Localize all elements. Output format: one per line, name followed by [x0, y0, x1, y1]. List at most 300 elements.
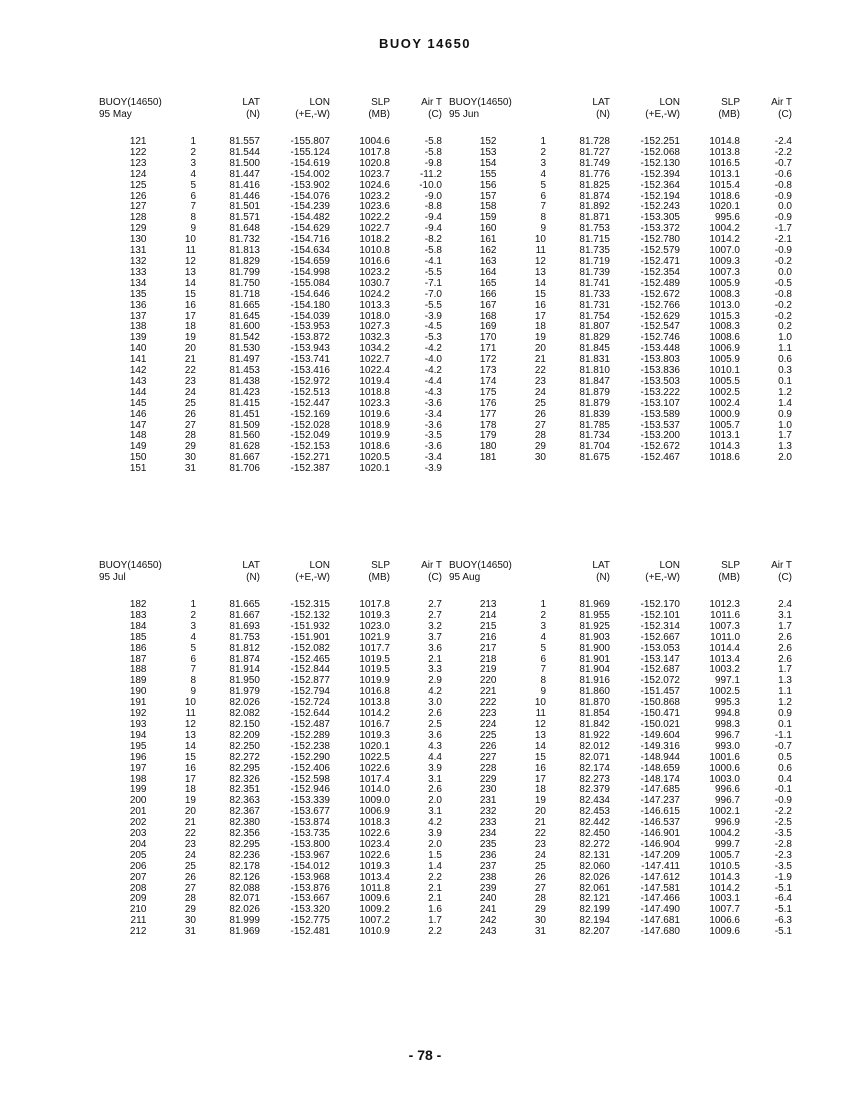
- longitude-cell: -152.394: [640, 168, 680, 180]
- longitude-cell: -153.147: [640, 653, 680, 665]
- longitude-cell: -154.482: [290, 212, 330, 224]
- day-of-month-cell: 18: [534, 784, 546, 796]
- day-of-month-cell: 22: [534, 828, 546, 840]
- day-of-month-cell: 4: [190, 631, 196, 643]
- slp-column-header: SLP: [371, 97, 390, 108]
- day-of-month-cell: 19: [184, 795, 196, 807]
- day-of-year-cell: 170: [479, 332, 497, 344]
- latitude-cell: 82.150: [229, 718, 260, 730]
- air-temperature-cell: -3.9: [424, 463, 442, 475]
- table-row: [97, 170, 442, 181]
- air-temperature-cell: -0.6: [774, 168, 792, 180]
- day-of-month-cell: 11: [535, 245, 546, 257]
- day-of-month-cell: 4: [540, 168, 546, 180]
- longitude-cell: -148.944: [640, 751, 680, 763]
- latitude-cell: 82.012: [579, 740, 610, 752]
- pressure-cell: 1019.3: [359, 860, 390, 872]
- air-temperature-cell: 0.1: [778, 375, 792, 387]
- latitude-cell: 81.693: [229, 620, 260, 632]
- table-row: [97, 676, 442, 687]
- air-temperature-cell: 3.9: [428, 762, 442, 774]
- latitude-cell: 81.416: [229, 179, 260, 191]
- air-temperature-cell: 3.6: [428, 729, 442, 741]
- day-of-year-cell: 209: [129, 893, 147, 905]
- pressure-cell: 1007.3: [709, 266, 740, 278]
- lon-column-header: LON: [659, 97, 680, 108]
- day-of-year-cell: 219: [479, 664, 497, 676]
- pressure-cell: 1004.2: [709, 223, 740, 235]
- table-row: [447, 399, 792, 410]
- day-of-year-cell: 137: [129, 310, 147, 322]
- latitude-cell: 81.950: [229, 675, 260, 687]
- table-row: [447, 796, 792, 807]
- day-of-year-cell: 193: [129, 718, 147, 730]
- latitude-cell: 81.446: [229, 190, 260, 202]
- air-temperature-cell: 2.6: [428, 708, 442, 720]
- pressure-cell: 1016.5: [709, 157, 740, 169]
- day-of-month-cell: 26: [184, 408, 196, 420]
- table-row: [97, 709, 442, 720]
- latitude-cell: 81.560: [229, 430, 260, 442]
- day-of-year-cell: 135: [129, 288, 147, 300]
- day-of-month-cell: 10: [184, 234, 196, 246]
- table-row: [97, 181, 442, 192]
- longitude-cell: -153.222: [640, 386, 680, 398]
- air-temperature-cell: -8.8: [424, 201, 442, 213]
- longitude-cell: -155.807: [290, 136, 330, 147]
- pressure-cell: 1006.6: [709, 915, 740, 927]
- table-row: [97, 148, 442, 159]
- pressure-cell: 1020.8: [359, 157, 390, 169]
- slp-column-header: SLP: [721, 97, 740, 108]
- day-of-month-cell: 6: [540, 653, 546, 665]
- day-of-year-cell: 126: [129, 190, 147, 202]
- table-row: [447, 410, 792, 421]
- day-of-month-cell: 23: [184, 838, 196, 850]
- latitude-cell: 81.914: [229, 664, 260, 676]
- air-temperature-cell: -0.1: [774, 784, 792, 796]
- latitude-cell: 81.860: [579, 686, 610, 698]
- air-temperature-cell: 0.3: [778, 365, 792, 377]
- pressure-cell: 1004.2: [709, 828, 740, 840]
- longitude-cell: -152.972: [290, 375, 330, 387]
- day-of-month-cell: 23: [184, 375, 196, 387]
- day-of-year-cell: 211: [130, 915, 147, 927]
- longitude-cell: -153.667: [290, 893, 330, 905]
- longitude-cell: -153.305: [640, 212, 680, 224]
- table-row: [447, 633, 792, 644]
- air-temperature-cell: -10.0: [419, 179, 442, 191]
- longitude-cell: -147.681: [640, 915, 680, 927]
- day-of-year-cell: 202: [129, 817, 147, 829]
- day-of-month-cell: 21: [184, 354, 196, 366]
- latitude-cell: 81.839: [579, 408, 610, 420]
- table-row: [97, 399, 442, 410]
- table-row: [97, 905, 442, 916]
- day-of-year-cell: 233: [479, 817, 497, 829]
- day-of-month-cell: 9: [190, 223, 196, 235]
- table-row: [447, 268, 792, 279]
- latitude-cell: 82.363: [229, 795, 260, 807]
- table-row: [97, 301, 442, 312]
- pressure-cell: 1010.8: [359, 245, 390, 257]
- day-of-month-cell: 30: [184, 915, 196, 927]
- pressure-cell: 1009.2: [359, 904, 390, 916]
- table-row: [97, 192, 442, 203]
- day-of-year-cell: 237: [479, 860, 497, 872]
- longitude-cell: -150.868: [640, 697, 680, 709]
- air-temperature-cell: 4.2: [428, 686, 442, 698]
- air-temperature-cell: 0.9: [778, 708, 792, 720]
- pressure-cell: 1005.7: [709, 419, 740, 431]
- day-of-month-cell: 23: [534, 375, 546, 387]
- air-temperature-cell: 2.5: [428, 718, 442, 730]
- longitude-cell: -152.072: [640, 675, 680, 687]
- latitude-cell: 81.557: [229, 136, 260, 147]
- day-of-month-cell: 3: [190, 620, 196, 632]
- longitude-cell: -153.339: [290, 795, 330, 807]
- latitude-cell: 81.719: [579, 255, 610, 267]
- table-row: [97, 851, 442, 862]
- pressure-cell: 1018.9: [359, 419, 390, 431]
- latitude-cell: 81.753: [229, 631, 260, 643]
- day-of-year-cell: 136: [129, 299, 147, 311]
- air-temperature-cell: 1.7: [778, 430, 792, 442]
- day-of-month-cell: 24: [184, 849, 196, 861]
- day-of-year-cell: 210: [129, 904, 147, 916]
- period-label: 95 May: [99, 109, 132, 120]
- latitude-cell: 81.900: [579, 642, 610, 654]
- latitude-cell: 81.544: [229, 146, 260, 158]
- table-row: [97, 312, 442, 323]
- longitude-cell: -152.314: [640, 620, 680, 632]
- pressure-cell: 1023.2: [359, 266, 390, 278]
- lat-unit-label: (N): [596, 572, 610, 583]
- longitude-cell: -152.724: [290, 697, 330, 709]
- longitude-cell: -152.487: [290, 718, 330, 730]
- longitude-cell: -146.615: [640, 806, 680, 818]
- longitude-cell: -152.406: [290, 762, 330, 774]
- latitude-cell: 81.749: [579, 157, 610, 169]
- day-of-month-cell: 15: [534, 751, 546, 763]
- day-of-year-cell: 153: [479, 146, 497, 158]
- day-of-month-cell: 14: [184, 740, 196, 752]
- day-of-year-cell: 225: [479, 729, 497, 741]
- longitude-cell: -149.316: [640, 740, 680, 752]
- latitude-cell: 81.706: [229, 463, 260, 475]
- air-temperature-cell: 1.0: [778, 419, 792, 431]
- table-row: [447, 818, 792, 829]
- pressure-cell: 1022.2: [359, 212, 390, 224]
- period-label: 95 Jun: [449, 109, 480, 120]
- air-temperature-cell: 3.7: [428, 631, 442, 643]
- longitude-cell: -152.672: [640, 288, 680, 300]
- latitude-cell: 81.530: [229, 343, 260, 355]
- latitude-cell: 82.326: [229, 773, 260, 785]
- pressure-cell: 1017.8: [359, 146, 390, 158]
- day-of-year-cell: 197: [129, 762, 147, 774]
- air-temperature-cell: 2.2: [428, 871, 442, 883]
- day-of-month-cell: 5: [190, 642, 196, 654]
- longitude-cell: -153.589: [640, 408, 680, 420]
- day-of-month-cell: 13: [184, 266, 196, 278]
- lat-column-header: LAT: [592, 560, 610, 571]
- pressure-cell: 1022.4: [359, 365, 390, 377]
- pressure-cell: 1016.6: [359, 255, 390, 267]
- day-of-year-cell: 183: [129, 609, 147, 621]
- day-of-year-cell: 161: [479, 234, 497, 246]
- day-of-year-cell: 150: [129, 452, 147, 464]
- day-of-month-cell: 2: [190, 146, 196, 158]
- day-of-month-cell: 28: [184, 893, 196, 905]
- table-row: [447, 224, 792, 235]
- table-row: [447, 829, 792, 840]
- pressure-cell: 1017.8: [359, 599, 390, 610]
- pressure-cell: 1003.2: [709, 664, 740, 676]
- latitude-cell: 81.879: [579, 397, 610, 409]
- latitude-cell: 81.750: [229, 277, 260, 289]
- table-row: [447, 894, 792, 905]
- day-of-year-cell: 200: [129, 795, 147, 807]
- table-row: [447, 202, 792, 213]
- day-of-month-cell: 18: [184, 321, 196, 333]
- day-of-month-cell: 30: [184, 452, 196, 464]
- latitude-cell: 81.718: [229, 288, 260, 300]
- latitude-cell: 81.727: [579, 146, 610, 158]
- air-temperature-cell: 2.0: [428, 795, 442, 807]
- table-row: [97, 775, 442, 786]
- table-row: [97, 633, 442, 644]
- latitude-cell: 82.273: [579, 773, 610, 785]
- latitude-cell: 81.870: [579, 697, 610, 709]
- table-row: [97, 344, 442, 355]
- day-of-year-cell: 227: [479, 751, 497, 763]
- latitude-cell: 81.600: [229, 321, 260, 333]
- day-of-month-cell: 12: [534, 718, 546, 730]
- table-row: [447, 709, 792, 720]
- pressure-cell: 1002.5: [709, 686, 740, 698]
- pressure-cell: 1024.6: [359, 179, 390, 191]
- pressure-cell: 1023.0: [359, 620, 390, 632]
- pressure-cell: 996.6: [714, 784, 740, 796]
- day-of-year-cell: 182: [129, 599, 147, 610]
- day-of-year-cell: 241: [479, 904, 497, 916]
- latitude-cell: 82.442: [579, 817, 610, 829]
- day-of-month-cell: 26: [534, 408, 546, 420]
- lat-column-header: LAT: [242, 560, 260, 571]
- slp-unit-label: (MB): [718, 109, 740, 120]
- day-of-year-cell: 122: [129, 146, 147, 158]
- day-of-year-cell: 196: [129, 751, 147, 763]
- latitude-cell: 82.026: [229, 904, 260, 916]
- air-temperature-cell: -7.0: [424, 288, 442, 300]
- longitude-cell: -152.489: [640, 277, 680, 289]
- day-of-month-cell: 5: [540, 642, 546, 654]
- day-of-year-cell: 230: [479, 784, 497, 796]
- pressure-cell: 1004.6: [359, 136, 390, 147]
- pressure-cell: 1010.5: [709, 860, 740, 872]
- day-of-year-cell: 226: [479, 740, 497, 752]
- slp-unit-label: (MB): [368, 572, 390, 583]
- longitude-cell: -154.076: [290, 190, 330, 202]
- day-of-year-cell: 207: [129, 871, 147, 883]
- latitude-cell: 81.451: [229, 408, 260, 420]
- air-temperature-cell: 1.5: [428, 849, 442, 861]
- latitude-cell: 82.351: [229, 784, 260, 796]
- table-row: [97, 290, 442, 301]
- table-row: [447, 377, 792, 388]
- air-temperature-cell: 4.4: [428, 751, 442, 763]
- table-row: [97, 731, 442, 742]
- day-of-year-cell: 188: [129, 664, 147, 676]
- air-temperature-cell: 1.0: [778, 332, 792, 344]
- day-of-year-cell: 215: [479, 620, 497, 632]
- day-of-month-cell: 10: [534, 697, 546, 709]
- day-of-month-cell: 2: [190, 609, 196, 621]
- table-row: [97, 388, 442, 399]
- day-of-month-cell: 19: [184, 332, 196, 344]
- pressure-cell: 1014.2: [709, 882, 740, 894]
- day-of-year-cell: 224: [479, 718, 497, 730]
- air-temperature-cell: -9.4: [424, 212, 442, 224]
- day-of-month-cell: 29: [184, 441, 196, 453]
- latitude-cell: 81.854: [579, 708, 610, 720]
- air-temperature-cell: -0.8: [774, 288, 792, 300]
- latitude-cell: 81.901: [579, 653, 610, 665]
- day-of-year-cell: 133: [129, 266, 147, 278]
- air-temperature-cell: -2.3: [774, 849, 792, 861]
- air-temperature-cell: -0.9: [774, 245, 792, 257]
- day-of-month-cell: 19: [534, 795, 546, 807]
- air-temperature-cell: 0.2: [778, 321, 792, 333]
- pressure-cell: 1023.6: [359, 201, 390, 213]
- latitude-cell: 81.969: [579, 599, 610, 610]
- air-temperature-cell: -3.6: [424, 397, 442, 409]
- buoy-column-header: BUOY(14650): [449, 560, 512, 571]
- day-of-year-cell: 157: [479, 190, 497, 202]
- lon-column-header: LON: [309, 97, 330, 108]
- day-of-month-cell: 25: [534, 397, 546, 409]
- air-temperature-cell: 2.6: [778, 653, 792, 665]
- air-temperature-cell: 4.3: [428, 740, 442, 752]
- air-temperature-cell: -4.2: [424, 343, 442, 355]
- latitude-cell: 81.753: [579, 223, 610, 235]
- table-row: [447, 322, 792, 333]
- day-of-month-cell: 9: [190, 686, 196, 698]
- pressure-cell: 1014.3: [709, 871, 740, 883]
- longitude-cell: -152.049: [290, 430, 330, 442]
- table-row: [97, 829, 442, 840]
- table-row: [447, 731, 792, 742]
- longitude-cell: -152.766: [640, 299, 680, 311]
- air-temperature-cell: -2.2: [774, 806, 792, 818]
- longitude-cell: -152.289: [290, 729, 330, 741]
- longitude-cell: -152.672: [640, 441, 680, 453]
- longitude-cell: -152.170: [640, 599, 680, 610]
- period-label: 95 Aug: [449, 572, 481, 583]
- day-of-year-cell: 178: [479, 419, 497, 431]
- day-of-year-cell: 131: [129, 245, 147, 257]
- longitude-cell: -152.101: [640, 609, 680, 621]
- latitude-cell: 81.500: [229, 157, 260, 169]
- day-of-month-cell: 22: [184, 828, 196, 840]
- air-temperature-cell: -5.5: [424, 299, 442, 311]
- day-of-month-cell: 27: [534, 419, 546, 431]
- day-of-month-cell: 14: [534, 740, 546, 752]
- longitude-cell: -147.209: [640, 849, 680, 861]
- longitude-cell: -152.290: [290, 751, 330, 763]
- latitude-cell: 81.845: [579, 343, 610, 355]
- air-temperature-cell: 0.4: [778, 773, 792, 785]
- longitude-cell: -152.130: [640, 157, 680, 169]
- latitude-cell: 82.194: [579, 915, 610, 927]
- air-temperature-cell: -4.5: [424, 321, 442, 333]
- table-row: [97, 884, 442, 895]
- day-of-month-cell: 20: [534, 343, 546, 355]
- table-row: [97, 224, 442, 235]
- latitude-cell: 82.178: [229, 860, 260, 872]
- latitude-cell: 81.903: [579, 631, 610, 643]
- table-row: [97, 644, 442, 655]
- longitude-cell: -151.901: [290, 631, 330, 643]
- buoy-column-header: BUOY(14650): [99, 560, 162, 571]
- latitude-cell: 81.648: [229, 223, 260, 235]
- day-of-year-cell: 218: [479, 653, 497, 665]
- air-temperature-cell: 3.6: [428, 642, 442, 654]
- longitude-cell: -146.901: [640, 828, 680, 840]
- day-of-year-cell: 236: [479, 849, 497, 861]
- day-of-month-cell: 3: [540, 620, 546, 632]
- table-row: [447, 170, 792, 181]
- air-temperature-cell: -5.8: [424, 146, 442, 158]
- pressure-cell: 1011.0: [710, 631, 740, 643]
- table-row: [447, 213, 792, 224]
- pressure-cell: 1009.6: [709, 926, 740, 938]
- table-row: [97, 894, 442, 905]
- day-of-year-cell: 189: [129, 675, 147, 687]
- day-of-year-cell: 239: [479, 882, 497, 894]
- pressure-cell: 1014.3: [709, 441, 740, 453]
- day-of-year-cell: 146: [129, 408, 147, 420]
- day-of-year-cell: 164: [479, 266, 497, 278]
- table-row: [447, 355, 792, 366]
- air-temperature-cell: -1.1: [774, 729, 792, 741]
- air-temperature-cell: 2.1: [428, 882, 442, 894]
- day-of-month-cell: 5: [540, 179, 546, 191]
- day-of-month-cell: 19: [534, 332, 546, 344]
- pressure-cell: 1018.6: [709, 452, 740, 464]
- latitude-cell: 81.645: [229, 310, 260, 322]
- latitude-cell: 81.704: [579, 441, 610, 453]
- table-row: [97, 453, 442, 464]
- air-temperature-cell: -5.1: [774, 926, 792, 938]
- longitude-cell: -152.447: [290, 397, 330, 409]
- longitude-cell: -153.320: [290, 904, 330, 916]
- air-temperature-cell: -0.8: [774, 179, 792, 191]
- pressure-cell: 1013.8: [709, 146, 740, 158]
- pressure-cell: 1007.7: [709, 904, 740, 916]
- day-of-year-cell: 174: [479, 375, 497, 387]
- air-temperature-cell: 1.7: [778, 620, 792, 632]
- air-temperature-cell: -1.7: [774, 223, 792, 235]
- table-row: [97, 818, 442, 829]
- latitude-cell: 81.812: [229, 642, 260, 654]
- longitude-cell: -152.687: [640, 664, 680, 676]
- latitude-cell: 81.874: [579, 190, 610, 202]
- page-number: - 78 -: [408, 1047, 442, 1063]
- table-row: [97, 698, 442, 709]
- air-temperature-cell: -4.2: [424, 365, 442, 377]
